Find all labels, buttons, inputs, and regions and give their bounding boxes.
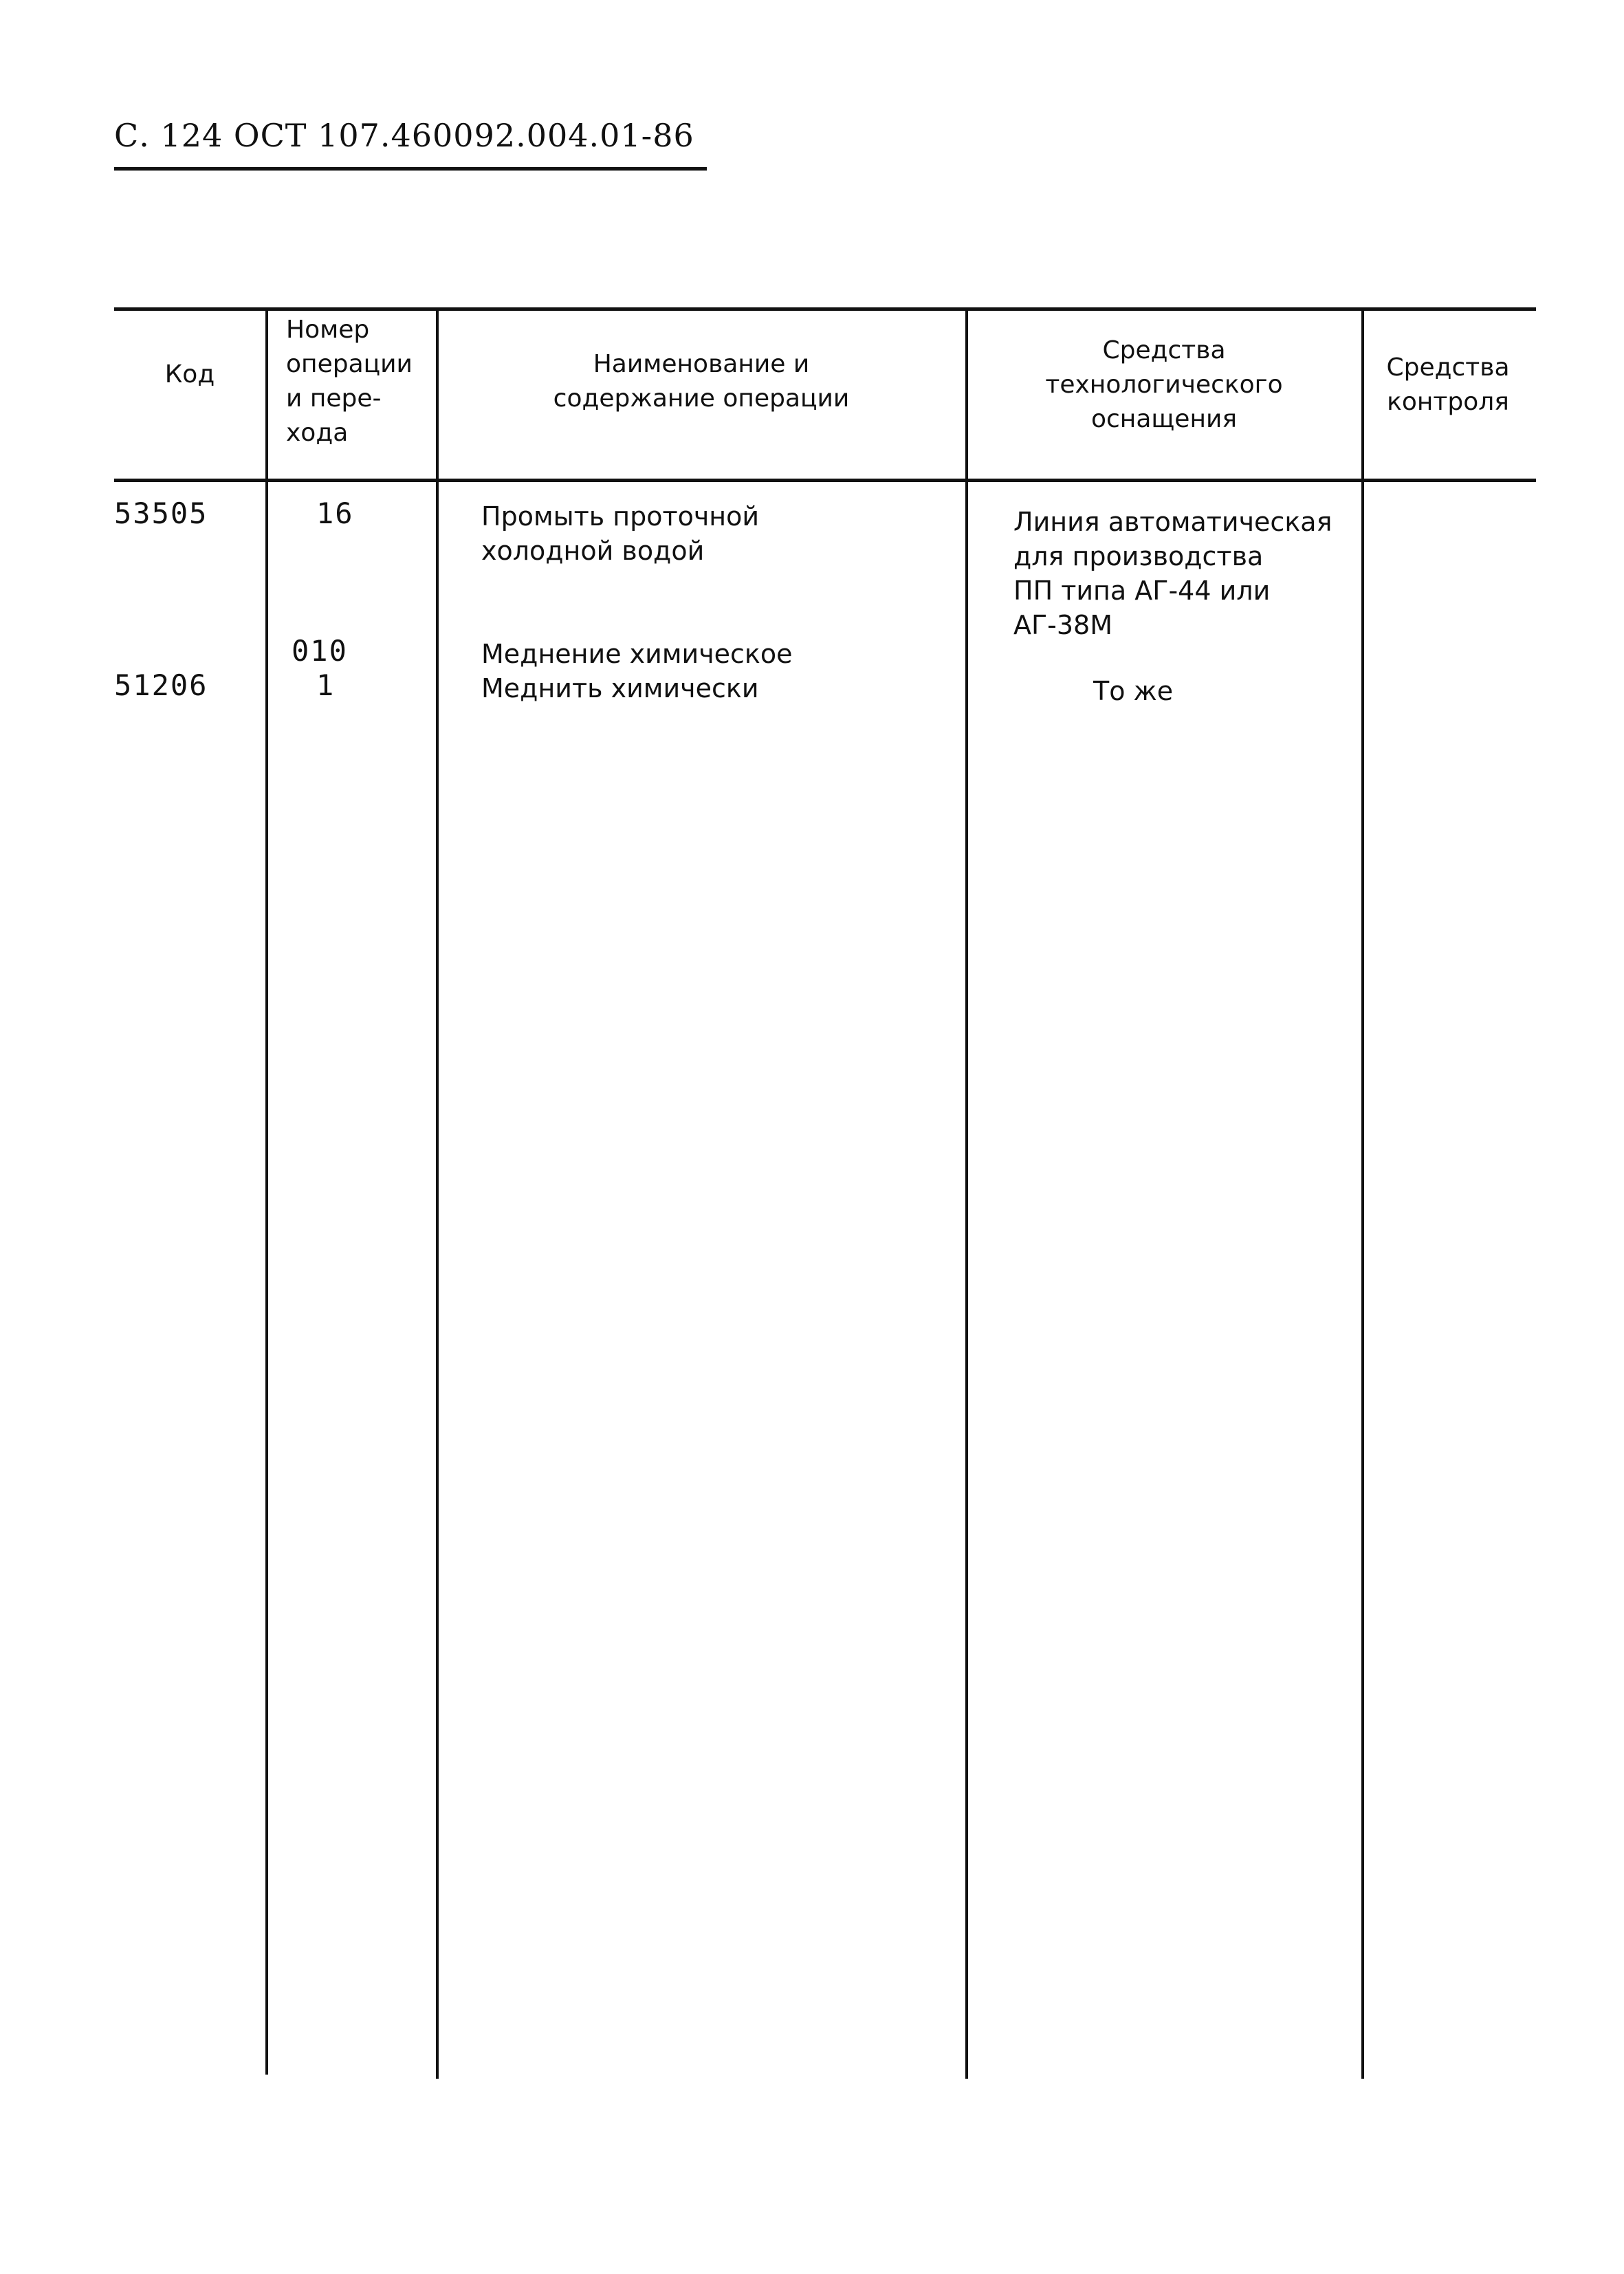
table-top-border — [114, 307, 1536, 311]
column-header-code: Код — [164, 360, 215, 389]
table-row-3-code: 51206 — [114, 668, 208, 702]
table-row-1-equipment: Линия автоматическая для производства ПП типа АГ-44 или АГ-38М — [1013, 507, 1332, 640]
table-row-1-number: 16 — [316, 496, 354, 530]
column-divider-2 — [436, 307, 439, 2079]
column-header-name: Наименование и содержание операции — [553, 350, 850, 413]
column-divider-1 — [265, 307, 268, 2075]
column-header-number: Номер операции и пере- хода — [286, 316, 413, 447]
column-header-control: Средства контроля — [1386, 353, 1510, 416]
table-row-3-equipment: То же — [1093, 676, 1174, 706]
column-header-equipment: Средства технологического оснащения — [1045, 336, 1283, 433]
page-header: С. 124 ОСТ 107.460092.004.01-86 — [114, 117, 694, 154]
table-row-1-name: Промыть проточной холодной водой — [481, 501, 760, 566]
table-row-1-code: 53505 — [114, 496, 208, 530]
column-divider-4 — [1361, 307, 1364, 2079]
table-row-3-number: 1 — [316, 668, 336, 702]
header-underline — [114, 167, 707, 171]
table-row-3-name: Меднить химически — [481, 673, 759, 703]
table-row-2-name: Меднение химическое — [481, 639, 793, 669]
table-header-divider — [114, 479, 1536, 482]
column-divider-3 — [965, 307, 968, 2079]
table-row-2-number: 010 — [292, 634, 348, 668]
